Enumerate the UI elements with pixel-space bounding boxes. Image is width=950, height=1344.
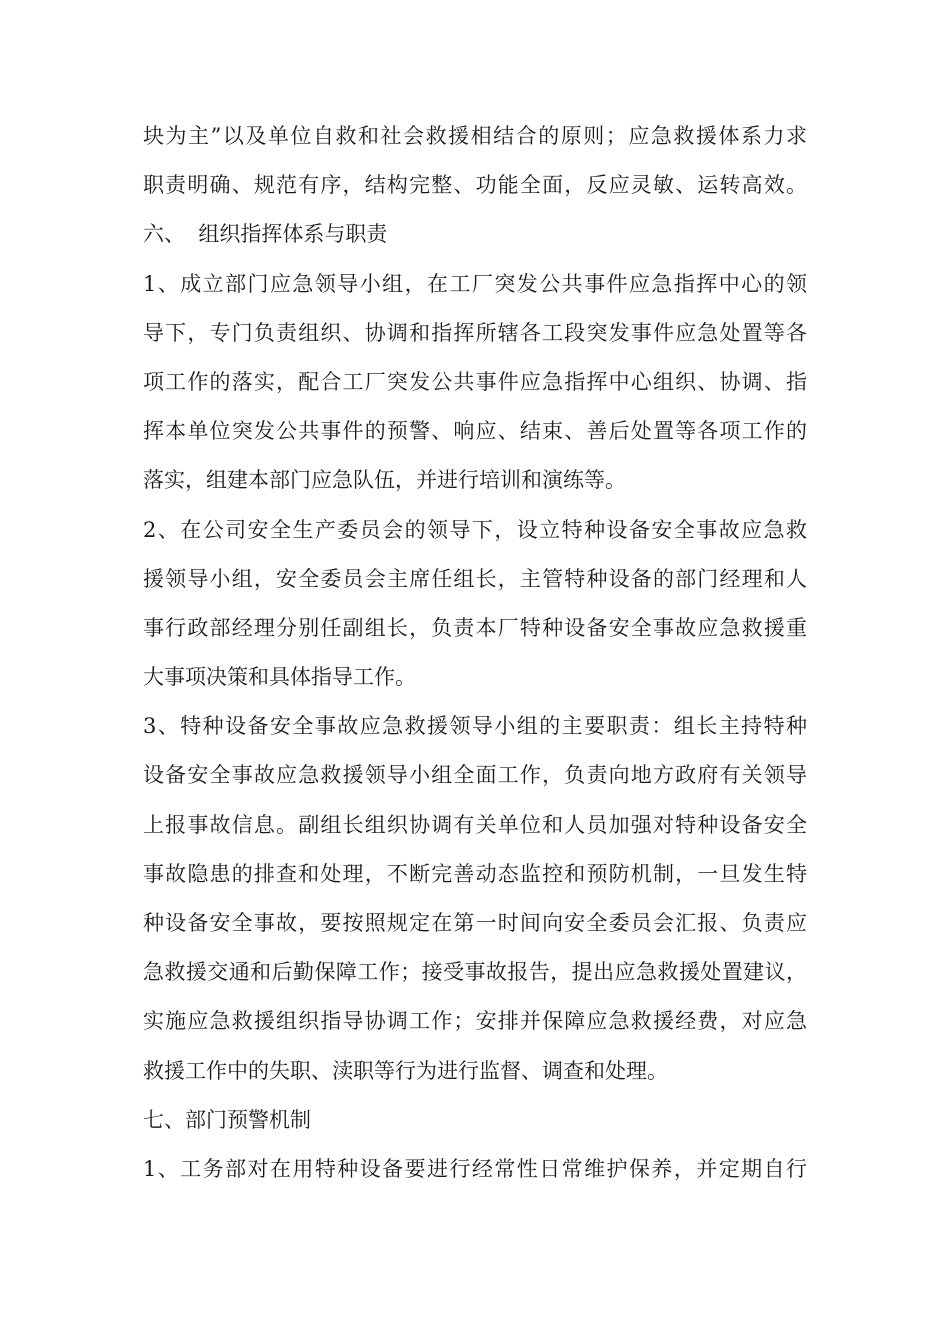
body-line: 事行政部经理分别任副组长，负责本厂特种设备安全事故应急救援重 — [143, 615, 807, 640]
document-body — [143, 112, 807, 1194]
body-line: 实施应急救援组织指导协调工作；安排并保障应急救援经费，对应急 — [143, 1009, 807, 1034]
body-line: 2、在公司安全生产委员会的领导下，设立特种设备安全事故应急救 — [143, 517, 807, 542]
body-line: 1、工务部对在用特种设备要进行经常性日常维护保养，并定期自行 — [143, 1156, 807, 1181]
body-line: 1、成立部门应急领导小组，在工厂突发公共事件应急指挥中心的领 — [143, 271, 807, 296]
body-line: 3、特种设备安全事故应急救援领导小组的主要职责：组长主持特种 — [143, 714, 807, 739]
body-line: 项工作的落实，配合工厂突发公共事件应急指挥中心组织、协调、指 — [143, 369, 807, 394]
body-line: 设备安全事故应急救援领导小组全面工作，负责向地方政府有关领导 — [143, 763, 807, 788]
body-line: 大事项决策和具体指导工作。 — [143, 665, 416, 690]
section-heading: 六、 组织指挥体系与职责 — [143, 222, 388, 247]
body-line: 导下，专门负责组织、协调和指挥所辖各工段突发事件应急处置等各 — [143, 320, 807, 345]
section-heading: 七、部门预警机制 — [143, 1107, 311, 1132]
body-line: 落实，组建本部门应急队伍，并进行培训和演练等。 — [143, 468, 626, 493]
body-line: 上报事故信息。副组长组织协调有关单位和人员加强对特种设备安全 — [143, 812, 807, 837]
body-line: 急救援交通和后勤保障工作；接受事故报告，提出应急救援处置建议， — [143, 960, 807, 985]
body-line: 事故隐患的排查和处理，不断完善动态监控和预防机制，一旦发生特 — [143, 861, 807, 886]
body-line: 救援工作中的失职、渎职等行为进行监督、调查和处理。 — [143, 1058, 668, 1083]
body-line: 援领导小组，安全委员会主席任组长，主管特种设备的部门经理和人 — [143, 566, 807, 591]
body-line: 块为主”以及单位自救和社会救援相结合的原则；应急救援体系力求 — [143, 124, 807, 148]
body-line: 职责明确、规范有序，结构完整、功能全面，反应灵敏、运转高效。 — [143, 173, 807, 198]
body-line: 挥本单位突发公共事件的预警、响应、结束、善后处置等各项工作的 — [143, 419, 807, 444]
body-line: 种设备安全事故，要按照规定在第一时间向安全委员会汇报、负责应 — [143, 911, 807, 935]
